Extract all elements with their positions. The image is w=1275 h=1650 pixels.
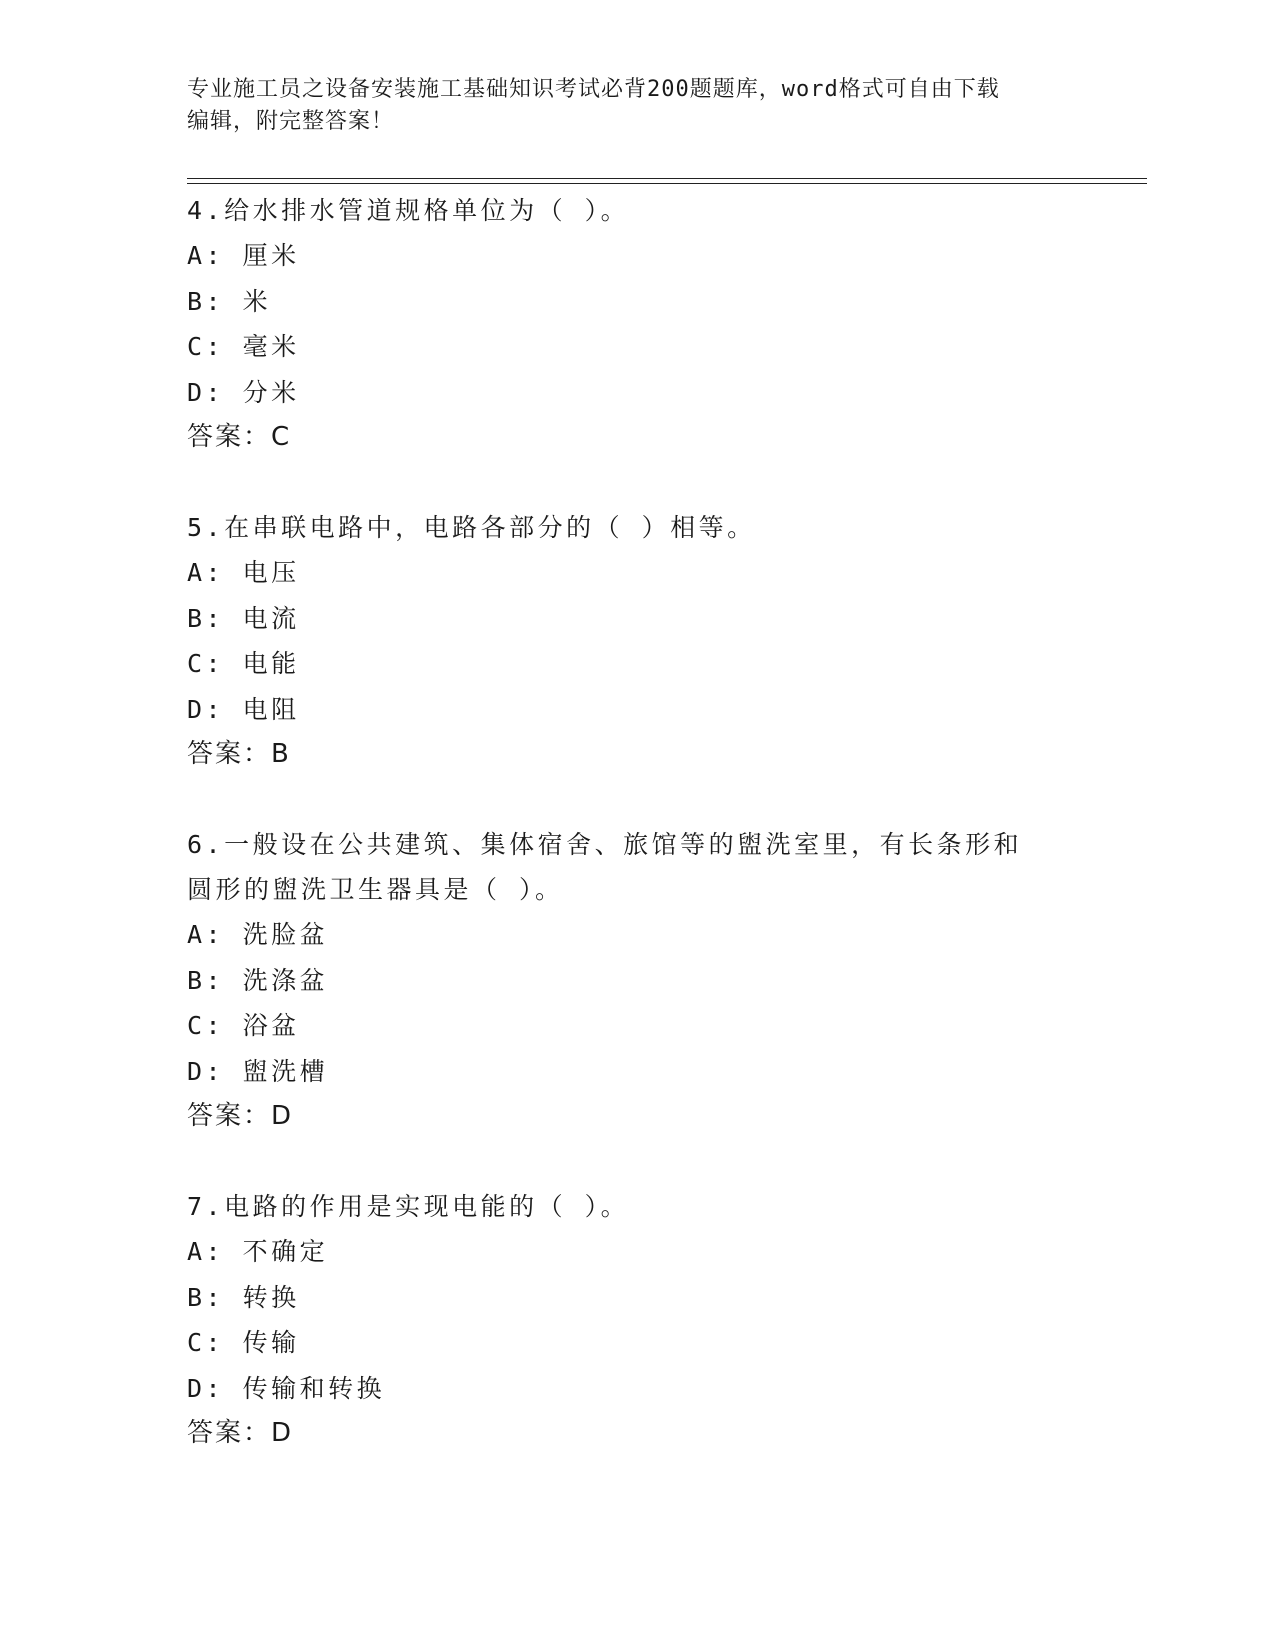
- option-c: C: 电能: [187, 649, 300, 678]
- question-7: [187, 1184, 1147, 1456]
- option-b: B: 洗涤盆: [187, 965, 329, 995]
- option-a: A: 不确定: [187, 1237, 329, 1266]
- question-spacer: [187, 460, 1147, 505]
- option-a: A: 洗脸盆: [187, 920, 329, 949]
- option-c: C: 传输: [187, 1328, 300, 1357]
- answer: 答案：B: [187, 739, 291, 769]
- option-a: A: 厘米: [187, 241, 300, 270]
- answer: 答案：D: [187, 1101, 294, 1131]
- answer: 答案：C: [187, 422, 292, 452]
- option-b: B: 转换: [187, 1282, 300, 1312]
- header-divider-top: [187, 178, 1147, 179]
- question-4: [187, 188, 1147, 460]
- question-stem: 4.给水排水管道规格单位为（ ）。: [187, 196, 630, 225]
- option-d: D: 分米: [187, 377, 300, 407]
- option-b: B: 电流: [187, 603, 300, 633]
- answer: 答案：D: [187, 1418, 294, 1448]
- question-5: [187, 505, 1147, 777]
- option-c: C: 浴盆: [187, 1011, 300, 1040]
- option-d: D: 传输和转换: [187, 1373, 386, 1403]
- question-stem: 5.在串联电路中，电路各部分的（ ）相等。: [187, 513, 756, 542]
- question-list: [187, 188, 1147, 1456]
- question-6: [187, 822, 1147, 1139]
- option-d: D: 盥洗槽: [187, 1056, 329, 1086]
- question-spacer: [187, 1139, 1147, 1184]
- option-c: C: 毫米: [187, 332, 300, 361]
- header-line-2: 编辑，附完整答案！: [187, 109, 395, 134]
- header-line-1: 专业施工员之设备安装施工基础知识考试必背200题题库，word格式可自由下载: [187, 77, 1000, 102]
- option-d: D: 电阻: [187, 694, 300, 724]
- option-a: A: 电压: [187, 558, 300, 587]
- question-stem: 7.电路的作用是实现电能的（ ）。: [187, 1192, 630, 1221]
- option-b: B: 米: [187, 286, 272, 316]
- question-spacer: [187, 777, 1147, 822]
- question-stem: 6.一般设在公共建筑、集体宿舍、旅馆等的盥洗室里，有长条形和圆形的盥洗卫生器具是（ ）。: [187, 830, 1023, 904]
- header-divider-bottom: [187, 183, 1147, 184]
- document-header: [187, 74, 1087, 138]
